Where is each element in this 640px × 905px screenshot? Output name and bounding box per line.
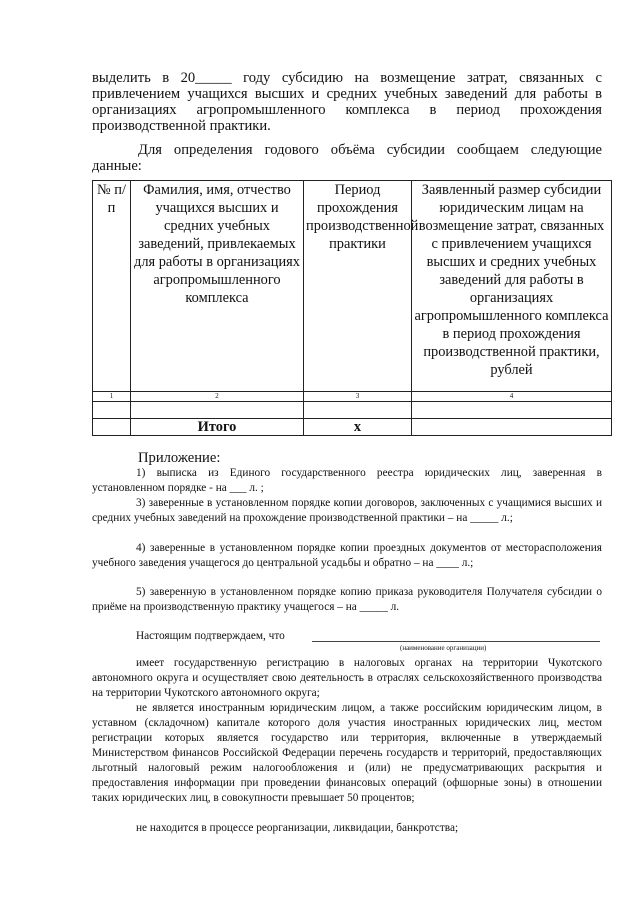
intro-paragraph: выделить в 20_____ году субсидию на возмещение затрат, связанных с привлечением учащихся высших и средних учебных заведений для работы в организациях агропромышленного комплекса в период прохождения производственной практики. (92, 70, 602, 134)
appendix-item: 1) выписка из Единого государственного реестра юридических лиц, заверенная в установленном порядке - на ___ л. ; (92, 467, 602, 494)
header-subsidy: Заявленный размер субсидии юридическим лицам на возмещение затрат, связанных с привлечением учащихся высших и средних учебных заведений для работы в организациях агропромышленного комплекса в период прохождения производственной практики, рублей (412, 181, 612, 392)
table-cell (93, 402, 131, 419)
table-cell (93, 419, 131, 436)
total-mark: х (304, 419, 412, 436)
table-number-row (93, 392, 612, 402)
appendix-title: Приложение: (138, 450, 221, 466)
total-label: Итого (131, 419, 304, 436)
table-row (93, 402, 612, 419)
organization-caption: (наименование организации) (400, 644, 487, 652)
column-number: 1 (93, 392, 131, 402)
table-cell (304, 402, 412, 419)
appendix-item: 4) заверенные в установленном порядке копии проездных документов от месторасположения учебного заведения учащегося до центральной усадьбы и обратно – на ____ л.; (92, 542, 602, 569)
appendix-item: 5) заверенную в установленном порядке копию приказа руководителя Получателя субсидии о приёме на производственную практику учащегося – на _____ л. (92, 586, 602, 613)
appendix-item: 3) заверенные в установленном порядке копии договоров, заключенных с учащимися высших и средних учебных заведений на прохождение производственной практики – на _____ л.; (92, 497, 602, 524)
table-cell (412, 419, 612, 436)
confirmation-lead: Настоящим подтверждаем, что (136, 630, 285, 642)
data-request-paragraph: Для определения годового объёма субсидии сообщаем следующие данные: (92, 142, 602, 174)
table-cell (131, 402, 304, 419)
table-cell (412, 402, 612, 419)
subsidy-table (92, 180, 612, 436)
confirmation-paragraph: не находится в процессе реорганизации, ликвидации, банкротства; (136, 822, 459, 834)
table-total-row (93, 419, 612, 436)
confirmation-paragraph: не является иностранным юридическим лицом, а также российским юридическим лицом, в уставном (складочном) капитале которого доля участия иностранных юридических лиц, местом регистрации которых является государство или территория, включенные в утверждаемый Министерством финансов Российской Федерации перечень государств и территорий, предоставляющих льготный налоговый режим налогообложения и (или) не предусматривающих раскрытия и предоставления информации при проведении финансовых операций (офшорные зоны) в отношении таких юридических лиц, в совокупности превышает 50 процентов; (92, 702, 602, 804)
header-name: Фамилия, имя, отчество учащихся высших и средних учебных заведений, привлекаемых для работы в организациях агропромышленного комплекса (131, 181, 304, 392)
column-number: 2 (131, 392, 304, 402)
confirmation-paragraph: имеет государственную регистрацию в налоговых органах на территории Чукотского автономного округа и осуществляет свою деятельность в отраслях сельскохозяйственного производства на территории Чукотского автономного округа; (92, 657, 602, 699)
column-number: 4 (412, 392, 612, 402)
header-period: Период прохождения производственной практики (304, 181, 412, 392)
organization-name-line (312, 641, 600, 642)
header-number: № п/п (93, 181, 131, 392)
column-number: 3 (304, 392, 412, 402)
table-header-row (93, 181, 612, 392)
